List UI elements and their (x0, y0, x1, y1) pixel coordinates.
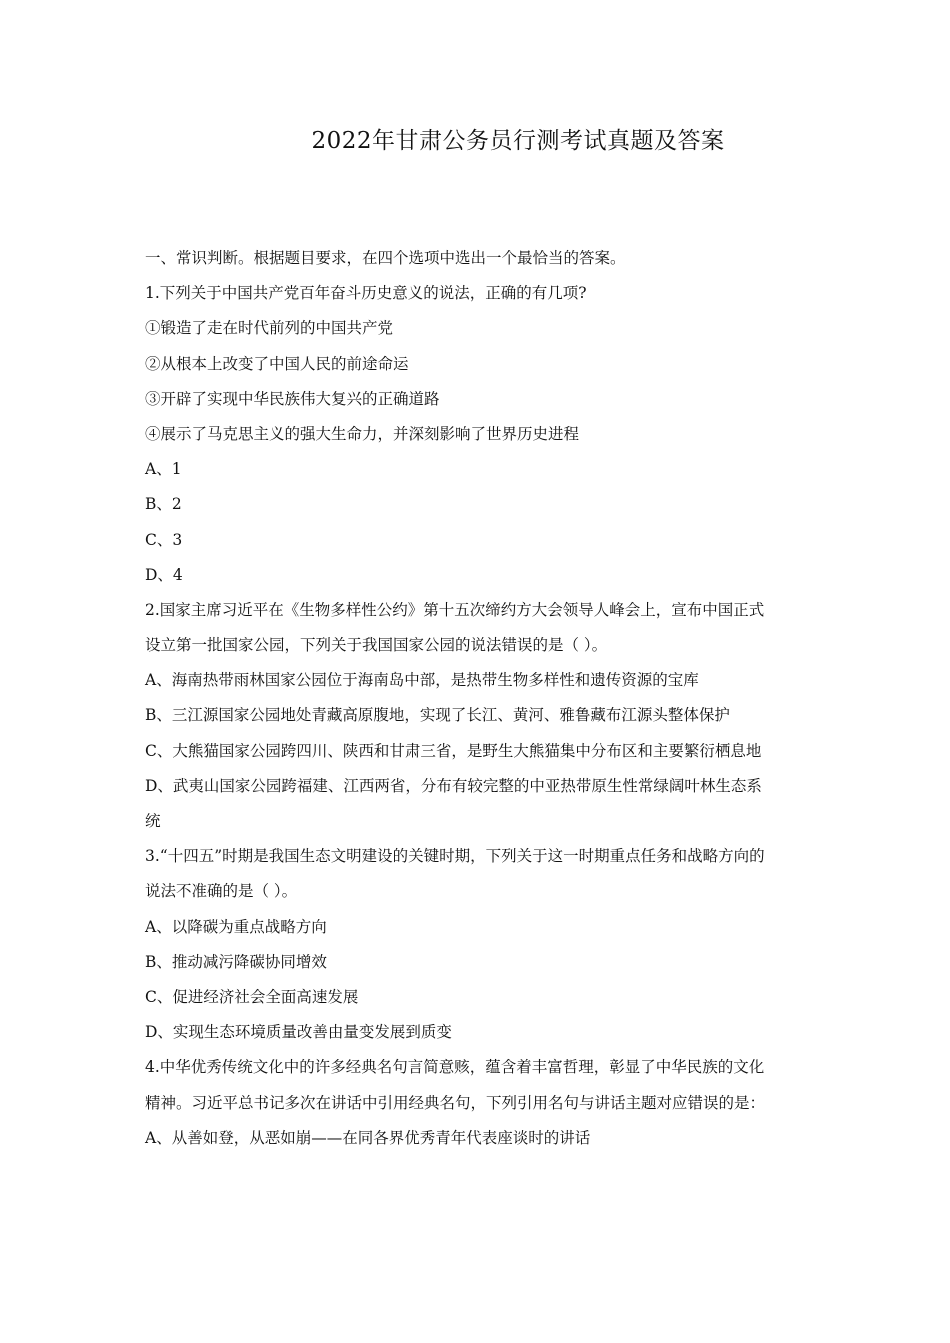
question-2-stem: 2.国家主席习近平在《生物多样性公约》第十五次缔约方大会领导人峰会上，宣布中国正式 (145, 600, 765, 619)
question-1-option-c: C、3 (145, 530, 183, 549)
document-title: 2022年甘肃公务员行测考试真题及答案 (311, 128, 725, 154)
question-1-statement-4: ④展示了马克思主义的强大生命力，并深刻影响了世界历史进程 (145, 424, 580, 443)
question-2-option-a: A、海南热带雨林国家公园位于海南岛中部，是热带生物多样性和遗传资源的宝库 (145, 671, 699, 690)
question-1-statement-1: ①锻造了走在时代前列的中国共产党 (145, 319, 394, 338)
question-4-option-a: A、从善如登，从恶如崩——在同各界优秀青年代表座谈时的讲话 (145, 1128, 591, 1147)
question-2-option-c: C、大熊猫国家公园跨四川、陕西和甘肃三省，是野生大熊猫集中分布区和主要繁衍栖息地 (145, 741, 762, 760)
question-4-stem-cont: 精神。习近平总书记多次在讲话中引用经典名句，下列引用名句与讲话主题对应错误的是： (145, 1093, 766, 1112)
question-3-option-b: B、推动减污降碳协同增效 (145, 952, 327, 971)
question-1-option-d: D、4 (145, 565, 183, 584)
question-2-option-d-cont: 统 (145, 812, 161, 830)
question-1-stem: 1.下列关于中国共产党百年奋斗历史意义的说法，正确的有几项? (145, 284, 587, 303)
document-body (145, 244, 845, 1159)
section-heading: 一、常识判断。根据题目要求，在四个选项中选出一个最恰当的答案。 (145, 249, 626, 267)
question-1-option-b: B、2 (145, 495, 182, 514)
question-2-option-b: B、三江源国家公园地处青藏高原腹地，实现了长江、黄河、雅鲁藏布江源头整体保护 (145, 706, 730, 725)
question-3-option-c: C、促进经济社会全面高速发展 (145, 987, 359, 1006)
question-1-option-a: A、1 (145, 460, 182, 479)
question-3-option-d: D、实现生态环境质量改善由量变发展到质变 (145, 1023, 452, 1042)
question-3-option-a: A、以降碳为重点战略方向 (145, 917, 327, 936)
question-4-stem: 4.中华优秀传统文化中的许多经典名句言简意赅，蕴含着丰富哲理，彰显了中华民族的文化 (145, 1058, 765, 1077)
question-3-stem: 3.“十四五”时期是我国生态文明建设的关键时期，下列关于这一时期重点任务和战略方向的 (145, 847, 765, 866)
question-2-option-d: D、武夷山国家公园跨福建、江西两省，分布有较完整的中亚热带原生性常绿阔叶林生态系 (145, 776, 762, 795)
question-1-statement-3: ③开辟了实现中华民族伟大复兴的正确道路 (145, 389, 440, 408)
question-1-statement-2: ②从根本上改变了中国人民的前途命运 (145, 354, 409, 373)
question-2-stem-cont: 设立第一批国家公园，下列关于我国国家公园的说法错误的是（ ）。 (145, 636, 608, 655)
question-3-stem-cont: 说法不准确的是（ ）。 (145, 882, 298, 901)
